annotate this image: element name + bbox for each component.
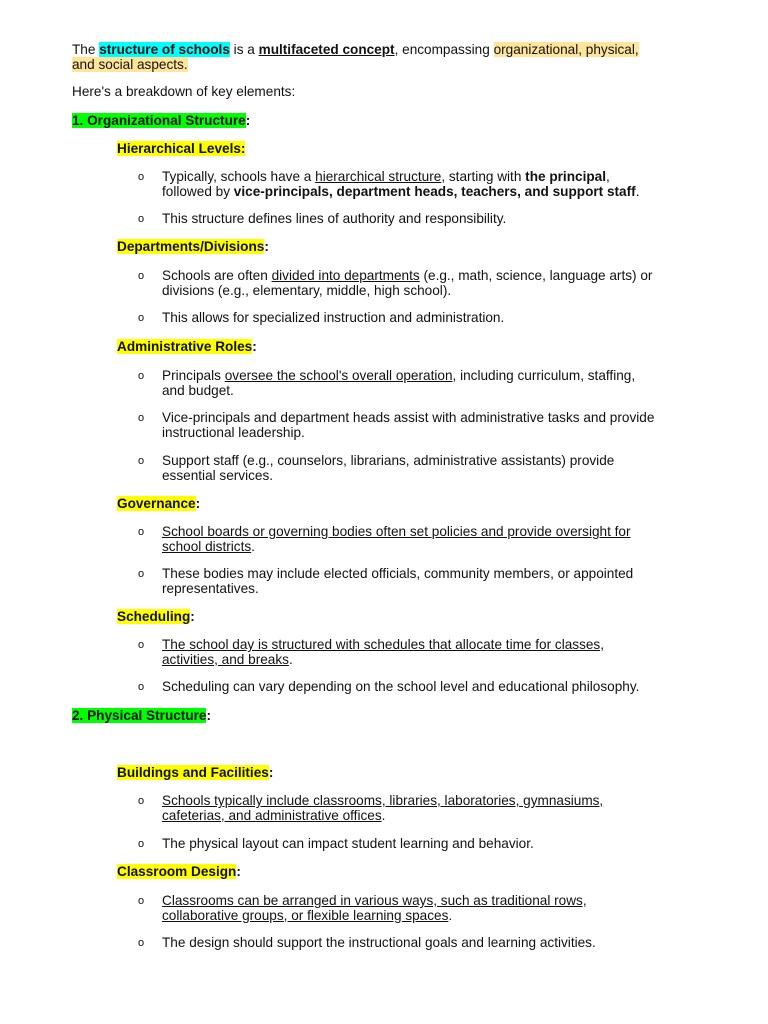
- bullet-icon: o: [138, 681, 145, 693]
- bullet-icon: o: [138, 795, 145, 807]
- bullet-text: ,: [606, 169, 610, 184]
- underlined-text: oversee the school's overall operation: [224, 368, 453, 383]
- bold-text: the principal: [525, 169, 606, 184]
- bullet-text: Typically, schools have a: [162, 169, 316, 184]
- bullet-icon: o: [138, 171, 145, 183]
- subheading-title: Scheduling: [117, 609, 191, 624]
- bullet-text: Schools are often: [162, 268, 272, 283]
- bullet-text: Support staff (e.g., counselors, librarians, administrative assistants) provide: [162, 453, 615, 468]
- intro-paragraph: [72, 43, 712, 72]
- bullet-item: [162, 170, 712, 199]
- subheading-title: Buildings and Facilities: [117, 765, 269, 780]
- underlined-text: School boards or governing bodies often set policies and provide oversight for: [162, 524, 631, 539]
- subheading-title: Hierarchical Levels:: [117, 141, 246, 156]
- bold-text: vice-principals, department heads, teachers, and support staff: [233, 183, 636, 199]
- bullet-icon: o: [138, 270, 145, 282]
- bullet-text: essential services.: [162, 467, 274, 483]
- section-title: 1. Organizational Structure: [72, 113, 246, 128]
- bullet-icon: o: [138, 312, 145, 324]
- bullet-text: instructional leadership.: [162, 424, 305, 440]
- section-heading-organizational: [72, 114, 712, 129]
- subheading-title: Departments/Divisions: [117, 239, 265, 254]
- underlined-text: Classrooms can be arranged in various ways, such as traditional rows,: [162, 893, 587, 908]
- highlight-structure-of-schools: structure of schools: [99, 42, 230, 57]
- bullet-text: divisions (e.g., elementary, middle, high school).: [162, 282, 452, 298]
- bullet-text: followed by: [162, 183, 234, 199]
- colon: :: [195, 496, 201, 511]
- subheading-administrative-roles: [117, 340, 757, 355]
- bullet-icon: o: [138, 213, 145, 225]
- bullet-icon: o: [138, 639, 145, 651]
- bullet-text: , starting with: [441, 169, 526, 184]
- intro-text: , encompassing: [394, 42, 494, 57]
- bullet-item: [162, 269, 712, 298]
- underlined-text: divided into departments: [271, 268, 420, 283]
- bullet-icon: o: [138, 568, 145, 580]
- bullet-item: [162, 369, 712, 398]
- bullet-text: These bodies may include elected officials, community members, or appointed: [162, 566, 634, 581]
- breakdown-text: Here's a breakdown of key elements:: [72, 84, 296, 99]
- bullet-item: This allows for specialized instruction and administration.: [162, 310, 505, 325]
- bullet-text: representatives.: [162, 580, 259, 596]
- colon: :: [268, 765, 274, 780]
- bullet-text: .: [448, 907, 453, 923]
- underlined-text: collaborative groups, or flexible learning spaces: [162, 907, 449, 923]
- bullet-item: [162, 567, 712, 596]
- underlined-text: hierarchical structure: [315, 169, 442, 184]
- underlined-text: cafeterias, and administrative offices: [162, 807, 382, 823]
- underlined-text: school districts: [162, 538, 252, 554]
- subheading-classroom-design: [117, 865, 757, 880]
- colon: :: [236, 864, 241, 879]
- bullet-text: .: [288, 651, 293, 667]
- bullet-icon: o: [138, 412, 145, 424]
- colon: :: [245, 113, 251, 128]
- bullet-item: [162, 894, 712, 923]
- multifaceted-concept-text: multifaceted concept: [258, 42, 395, 57]
- subheading-hierarchical-levels: [117, 142, 757, 157]
- bullet-item: [162, 454, 712, 483]
- bullet-text: Vice-principals and department heads assist with administrative tasks and provide: [162, 410, 655, 425]
- underlined-text: Schools typically include classrooms, libraries, laboratories, gymnasiums,: [162, 793, 604, 808]
- section-title: 2. Physical Structure: [72, 708, 207, 723]
- bullet-text: .: [635, 183, 640, 199]
- bullet-item: Scheduling can vary depending on the school level and educational philosophy.: [162, 679, 640, 694]
- subheading-scheduling: [117, 610, 757, 625]
- bullet-item: [162, 525, 712, 554]
- bullet-text: and budget.: [162, 382, 234, 398]
- subheading-buildings: [117, 766, 757, 781]
- subheading-departments: [117, 240, 757, 255]
- highlight-aspects: and social aspects.: [72, 56, 188, 72]
- bullet-item: [162, 411, 712, 440]
- underlined-text: The school day is structured with schedules that allocate time for classes,: [162, 637, 605, 652]
- bullet-item: [162, 638, 712, 667]
- colon: :: [206, 708, 212, 723]
- bullet-item: [162, 794, 712, 823]
- colon: :: [190, 609, 195, 624]
- section-heading-physical: [72, 709, 712, 724]
- bullet-text: Principals: [162, 368, 225, 383]
- bullet-icon: o: [138, 838, 145, 850]
- subheading-governance: [117, 497, 757, 512]
- subheading-title: Governance: [117, 496, 196, 511]
- bullet-icon: o: [138, 455, 145, 467]
- colon: :: [264, 239, 269, 254]
- subheading-title: Administrative Roles: [117, 339, 253, 354]
- bullet-icon: o: [138, 370, 145, 382]
- bullet-text: .: [381, 807, 386, 823]
- highlight-aspects: organizational, physical,: [493, 42, 639, 57]
- bullet-icon: o: [138, 937, 145, 949]
- intro-text: The: [72, 42, 100, 57]
- bullet-item: The physical layout can impact student learning and behavior.: [162, 836, 534, 851]
- bullet-icon: o: [138, 895, 145, 907]
- bullet-text: .: [251, 538, 255, 554]
- bullet-item: The design should support the instructional goals and learning activities.: [162, 935, 596, 950]
- underlined-text: activities, and breaks: [162, 651, 289, 667]
- subheading-title: Classroom Design: [117, 864, 237, 879]
- intro-text: is a: [229, 42, 259, 57]
- bullet-text: , including curriculum, staffing,: [452, 368, 636, 383]
- bullet-icon: o: [138, 526, 145, 538]
- bullet-text: (e.g., math, science, language arts) or: [419, 268, 653, 283]
- bullet-item: This structure defines lines of authority and responsibility.: [162, 211, 507, 226]
- colon: :: [252, 339, 257, 354]
